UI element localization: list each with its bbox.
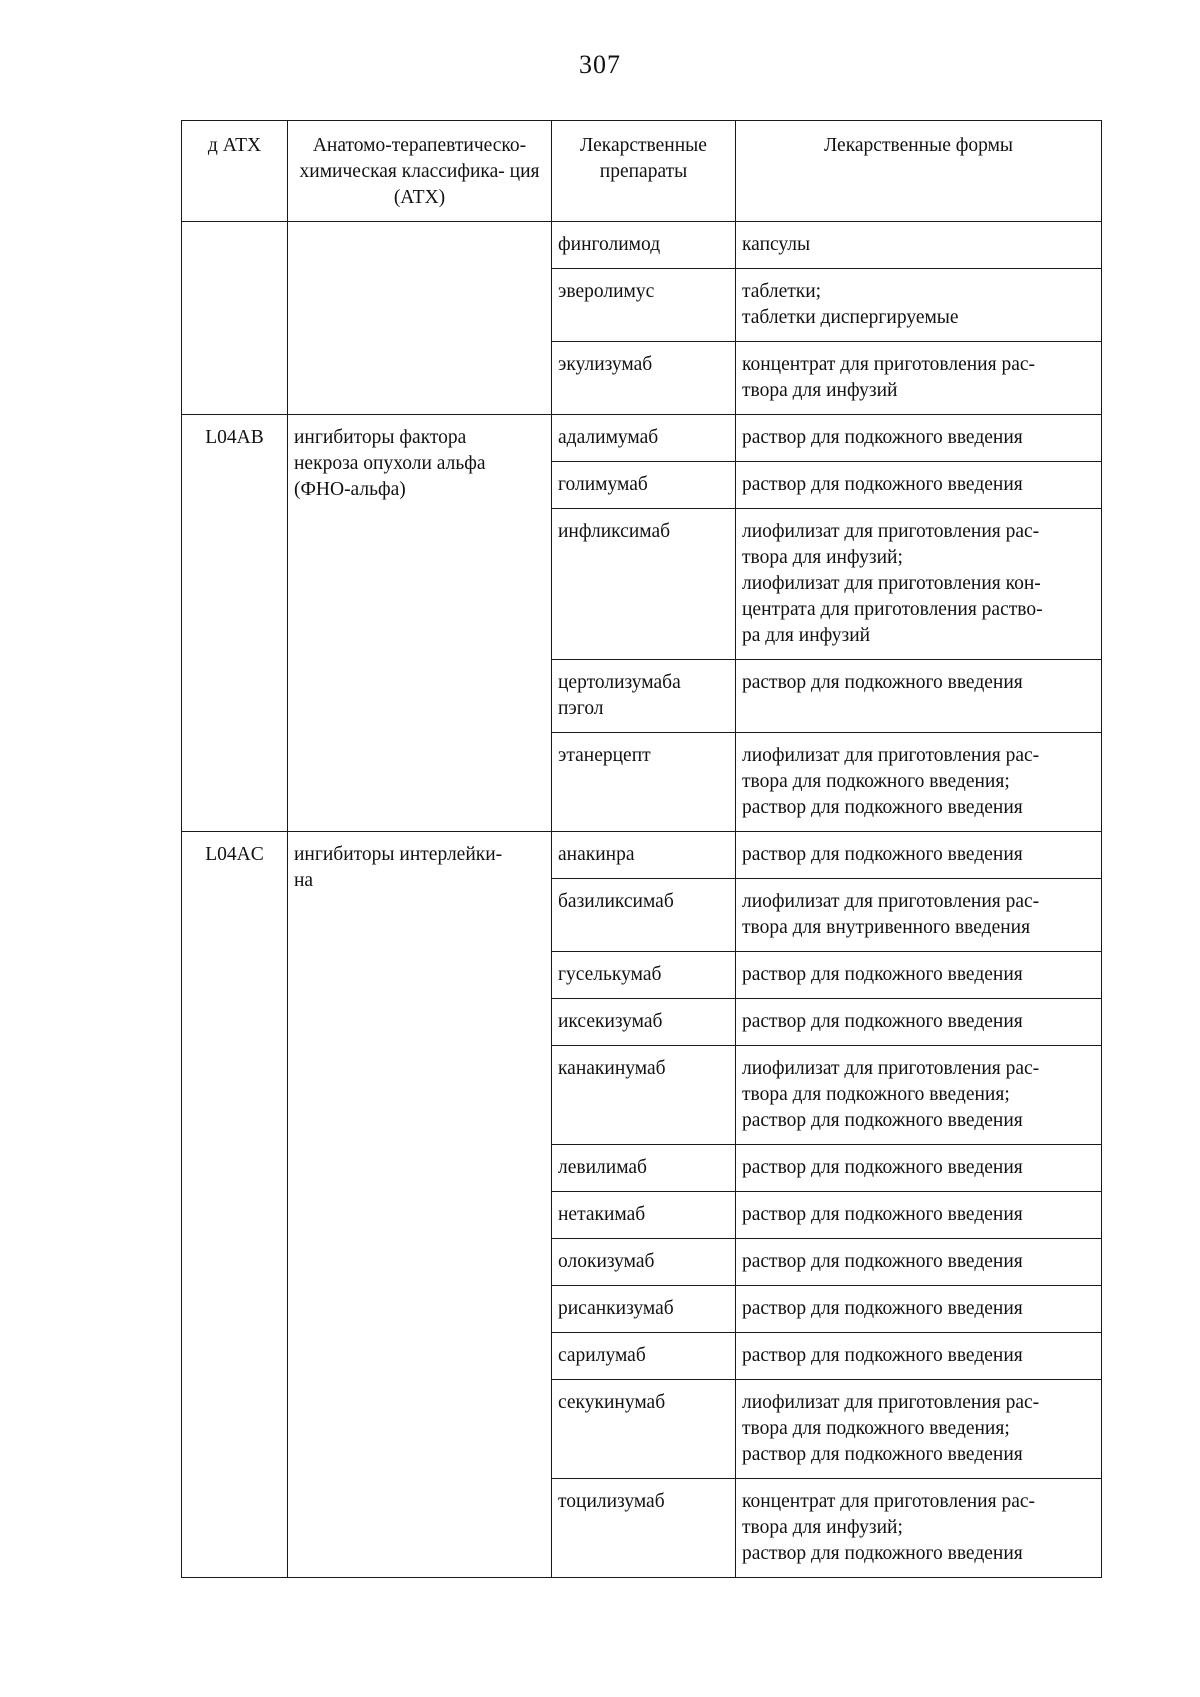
drug-name-cell: секукинумаб [552,1380,736,1479]
dosage-forms-cell: раствор для подкожного введения [736,832,1102,879]
classification-cell: ингибиторы фактора некроза опухоли альфа (ФНО-альфа) [288,415,552,832]
drug-name-cell: тоцилизумаб [552,1479,736,1578]
drug-name-cell: рисанкизумаб [552,1286,736,1333]
drug-name-cell: инфликсимаб [552,509,736,660]
drug-name-cell: голимумаб [552,462,736,509]
table-row [182,415,1102,462]
dosage-forms-cell: раствор для подкожного введения [736,1192,1102,1239]
drug-name-cell: этанерцепт [552,733,736,832]
header-atx-code: д АТХ [182,121,288,222]
atx-table [181,120,1102,1578]
table-row [182,222,1102,269]
dosage-forms-cell: концентрат для приготовления рас- твора для инфузий; раствор для подкожного введения [736,1479,1102,1578]
page-number: 307 [579,50,621,79]
dosage-forms-cell: лиофилизат для приготовления рас- твора для подкожного введения; раствор для подкожного введения [736,733,1102,832]
atx-code-cell: L04AC [182,832,288,1578]
drug-name-cell: анакинра [552,832,736,879]
drug-name-cell: иксекизумаб [552,999,736,1046]
dosage-forms-cell: раствор для подкожного введения [736,1239,1102,1286]
header-dosage-forms: Лекарственные формы [736,121,1102,222]
drug-name-cell: олокизумаб [552,1239,736,1286]
header-classification: Анатомо-терапевтическо- химическая классифика- ция (АТХ) [288,121,552,222]
atx-code-cell [182,222,288,415]
classification-cell: ингибиторы интерлейки- на [288,832,552,1578]
drug-name-cell: эверолимус [552,269,736,342]
drug-name-cell: сарилумаб [552,1333,736,1380]
dosage-forms-cell: раствор для подкожного введения [736,1333,1102,1380]
classification-cell [288,222,552,415]
drug-name-cell: левилимаб [552,1145,736,1192]
drug-name-cell: финголимод [552,222,736,269]
header-row [182,121,1102,222]
drug-name-cell: нетакимаб [552,1192,736,1239]
dosage-forms-cell: лиофилизат для приготовления рас- твора для подкожного введения; раствор для подкожного введения [736,1380,1102,1479]
dosage-forms-cell: раствор для подкожного введения [736,1286,1102,1333]
drug-name-cell: адалимумаб [552,415,736,462]
table-header [182,121,1102,222]
atx-code-cell: L04AB [182,415,288,832]
dosage-forms-cell: концентрат для приготовления рас- твора для инфузий [736,342,1102,415]
dosage-forms-cell: раствор для подкожного введения [736,415,1102,462]
dosage-forms-cell: лиофилизат для приготовления рас- твора для подкожного введения; раствор для подкожного введения [736,1046,1102,1145]
drug-name-cell: экулизумаб [552,342,736,415]
dosage-forms-cell: раствор для подкожного введения [736,462,1102,509]
drug-name-cell: гуселькумаб [552,952,736,999]
drug-name-cell: цертолизумаба пэгол [552,660,736,733]
dosage-forms-cell: таблетки; таблетки диспергируемые [736,269,1102,342]
dosage-forms-cell: раствор для подкожного введения [736,952,1102,999]
dosage-forms-cell: раствор для подкожного введения [736,1145,1102,1192]
dosage-forms-cell: раствор для подкожного введения [736,999,1102,1046]
dosage-forms-cell: раствор для подкожного введения [736,660,1102,733]
dosage-forms-cell: лиофилизат для приготовления рас- твора для инфузий; лиофилизат для приготовления кон- центрата для приготовления раство- ра для инфузий [736,509,1102,660]
table-body [182,222,1102,1578]
dosage-forms-cell: капсулы [736,222,1102,269]
dosage-forms-cell: лиофилизат для приготовления рас- твора для внутривенного введения [736,879,1102,952]
header-drugs: Лекарственные препараты [552,121,736,222]
drug-name-cell: базиликсимаб [552,879,736,952]
table-row [182,832,1102,879]
drug-name-cell: канакинумаб [552,1046,736,1145]
